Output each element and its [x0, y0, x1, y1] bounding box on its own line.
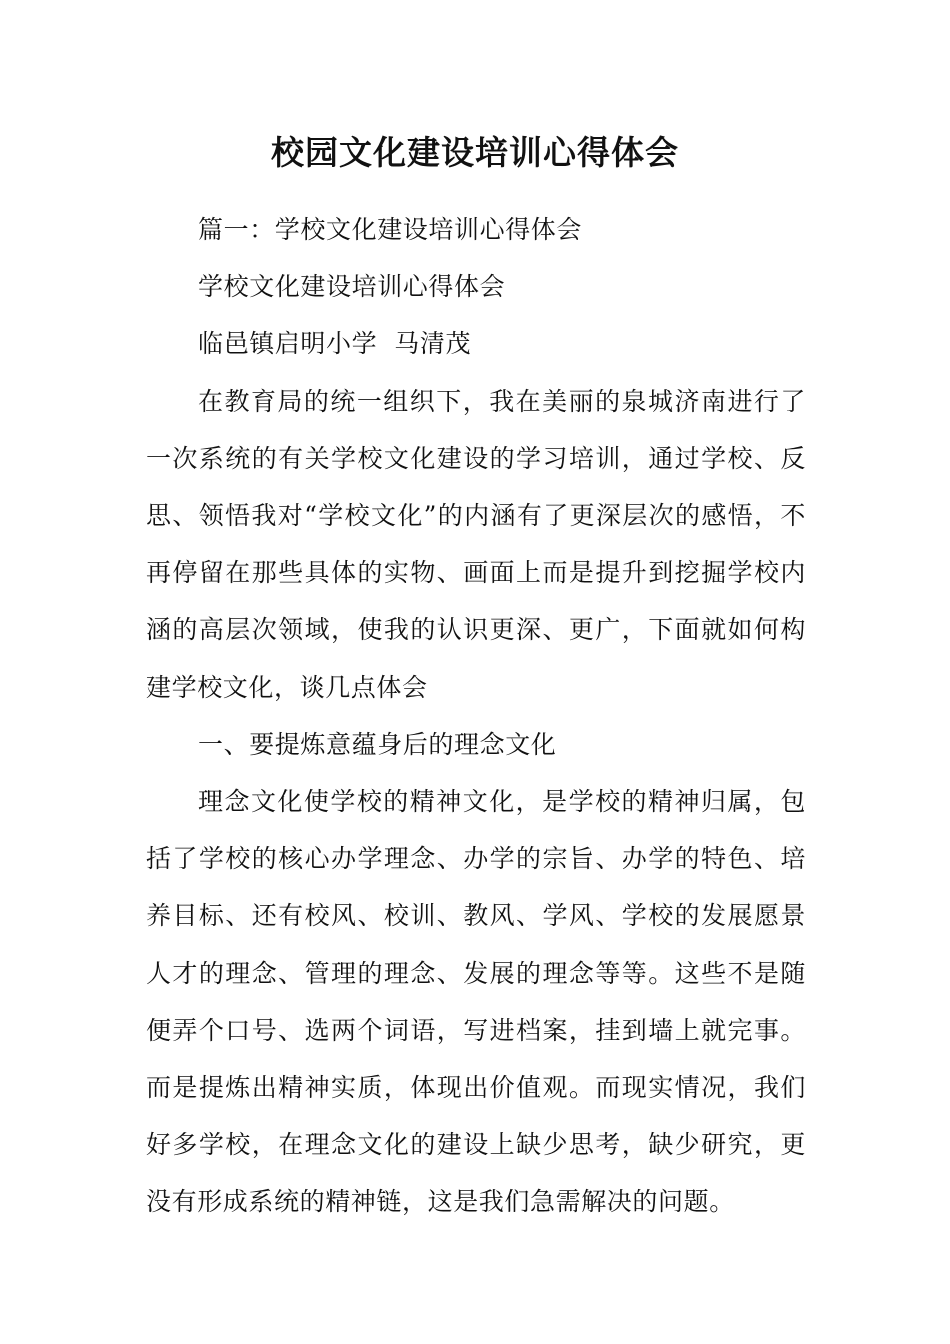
document-body: [146, 201, 806, 1231]
section-heading: 篇一：学校文化建设培训心得体会: [198, 215, 583, 244]
body-paragraph: 理念文化使学校的精神文化，是学校的精神归属，包括了学校的核心办学理念、办学的宗旨、办学的特色、培养目标、还有校风、校训、教风、学风、学校的发展愿景人才的理念、管理的理念、发展的理念等等。这些不是随便弄个口号、选两个词语，写进档案，挂到墙上就完事。而是提炼出精神实质，体现出价值观。而现实情况，我们好多学校，在理念文化的建设上缺少思考，缺少研究，更没有形成系统的精神链，这是我们急需解决的问题。: [146, 787, 806, 1217]
body-paragraph: 在教育局的统一组织下，我在美丽的泉城济南进行了一次系统的有关学校文化建设的学习培训，通过学校、反思、领悟我对“学校文化”的内涵有了更深层次的感悟，不再停留在那些具体的实物、画面上而是提升到挖掘学校内涵的高层次领域，使我的认识更深、更广，下面就如何构建学校文化，谈几点体会: [146, 386, 806, 702]
author-line: 临邑镇启明小学 马清茂: [198, 329, 472, 359]
document-title: 校园文化建设培训心得体会: [271, 133, 679, 172]
subtitle: 学校文化建设培训心得体会: [198, 272, 506, 302]
point-heading: 一、要提炼意蕴身后的理念文化: [198, 729, 557, 759]
